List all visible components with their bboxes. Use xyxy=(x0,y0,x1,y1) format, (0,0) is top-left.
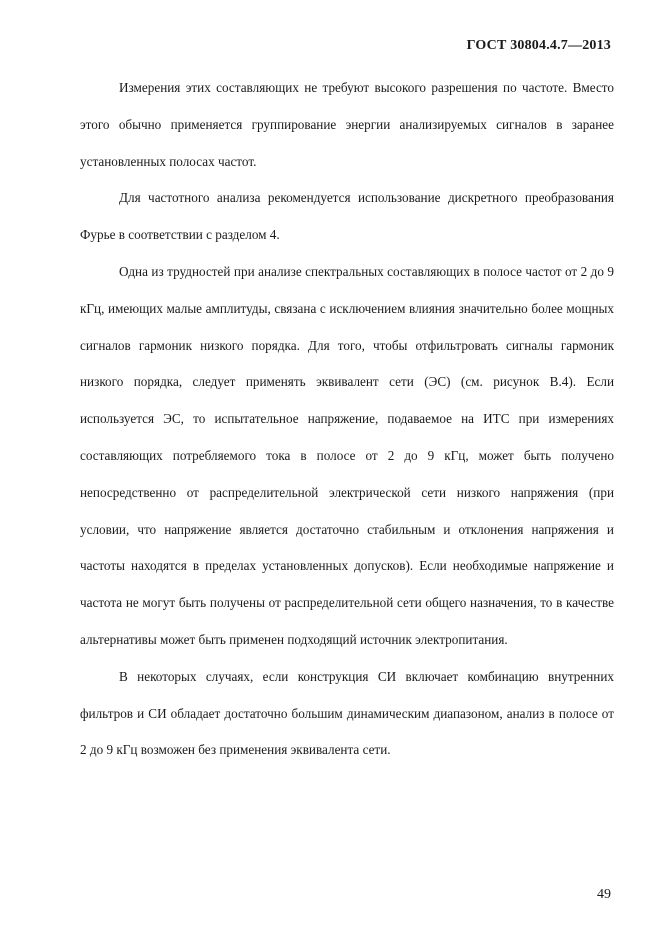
paragraph-internal-filters: В некоторых случаях, если конструкция СИ включает комбинацию внутренних фильтров и СИ обладает достаточно большим динамическим диапазоном, анализ в полосе от 2 до 9 кГц возможен без применения эквивалента сети. xyxy=(80,668,614,758)
paragraph-frequency-analysis: Для частотного анализа рекомендуется использование дискретного преобразования Фурье в соответствии с разделом 4. xyxy=(80,190,614,243)
page-number: 49 xyxy=(597,887,611,902)
paragraph-low-order-harmonics: Одна из трудностей при анализе спектральных составляющих в полосе частот от 2 до 9 кГц, имеющих малые амплитуды, связана с исключением влияния значительно более мощных сигналов гармоник низкого порядка. Для того, чтобы отфильтровать сигналы гармоник низкого порядка, следует применять эквивалент сети (ЭС) (см. рисунок В.4). Если используется ЭС, то испытательное напряжение, подаваемое на ИТС при измерениях составляющих потребляемого тока в полосе от 2 до 9 кГц, может быть получено непосредственно от распределительной электрической сети низкого напряжения (при условии, что напряжение является достаточно стабильным и отклонения напряжения и частоты находятся в пределах установленных допусков). Если необходимые напряжение и частота не могут быть получены от распределительной сети общего назначения, то в качестве альтернативы может быть применен подходящий источник электропитания. xyxy=(80,263,614,647)
document-standard-header: ГОСТ 30804.4.7—2013 xyxy=(466,38,611,53)
document-body xyxy=(80,70,614,769)
paragraph-resolution: Измерения этих составляющих не требуют высокого разрешения по частоте. Вместо этого обычно применяется группирование энергии анализируемых сигналов в заранее установленных полосах частот. xyxy=(80,80,614,169)
